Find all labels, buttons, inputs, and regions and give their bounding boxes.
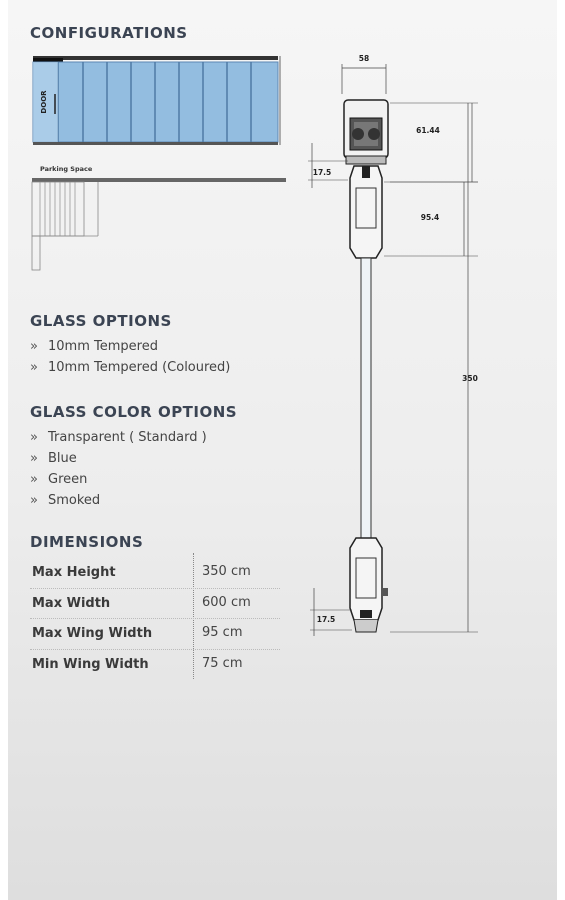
configuration-diagram [28, 52, 290, 277]
parking-space-label: Parking Space [40, 165, 93, 173]
chevron-right-icon: » [30, 493, 38, 508]
left-frame-border [0, 0, 8, 900]
middle-dim-label: 95.4 [420, 213, 440, 222]
glass-panels [33, 62, 278, 142]
lower-profile [350, 538, 388, 632]
top-carrier [344, 100, 388, 164]
dimension-label: Max Width [32, 595, 111, 611]
table-row [30, 558, 280, 589]
dimension-value: 75 cm [202, 655, 243, 671]
config-track-end [33, 58, 63, 62]
list-item [30, 448, 207, 469]
bottom-dim-label: 17.5 [316, 615, 336, 624]
list-item [30, 357, 230, 378]
glass-color-options-list [30, 427, 207, 511]
glass-options-title: GLASS OPTIONS [30, 312, 172, 330]
config-top-track [33, 56, 278, 60]
left-top-dim-label: 17.5 [312, 168, 332, 177]
color-option-label: Blue [48, 451, 77, 466]
table-row [30, 650, 280, 681]
list-item [30, 490, 207, 511]
chevron-right-icon: » [30, 339, 38, 354]
glass-option-label: 10mm Tempered (Coloured) [48, 360, 231, 375]
list-item [30, 336, 230, 357]
dimension-label: Max Wing Width [32, 626, 153, 641]
door-label: DOOR [40, 90, 48, 114]
dimension-value: 350 cm [202, 564, 251, 579]
chevron-right-icon: » [30, 360, 38, 375]
glass-pane-section [361, 258, 371, 538]
dimensions-title: DIMENSIONS [30, 533, 144, 551]
parking-track [32, 178, 286, 182]
right-frame-border [557, 0, 565, 900]
config-bottom-track [33, 142, 278, 145]
dimension-value: 600 cm [202, 594, 251, 610]
glass-options-list [30, 336, 230, 378]
list-item [30, 427, 207, 448]
table-row [30, 619, 280, 650]
profile-section-drawing [300, 48, 500, 648]
table-row [30, 589, 280, 620]
width-label: 58 [358, 54, 370, 63]
dimension-value: 95 cm [202, 625, 243, 640]
upper-profile [350, 166, 382, 258]
top-dim-label: 61.44 [416, 126, 440, 135]
dimension-label: Min Wing Width [32, 656, 149, 672]
parking-stack [32, 182, 98, 270]
color-option-label: Smoked [48, 493, 101, 508]
glass-option-label: 10mm Tempered [48, 339, 158, 354]
chevron-right-icon: » [30, 451, 38, 466]
dimensions-table [30, 558, 280, 680]
chevron-right-icon: » [30, 472, 38, 487]
dimension-label: Max Height [32, 565, 116, 580]
list-item [30, 469, 207, 490]
color-option-label: Transparent ( Standard ) [48, 430, 207, 445]
height-dim-label: 350 [462, 374, 478, 383]
configurations-title: CONFIGURATIONS [30, 24, 188, 42]
chevron-right-icon: » [30, 430, 38, 445]
glass-color-options-title: GLASS COLOR OPTIONS [30, 403, 238, 421]
color-option-label: Green [48, 472, 88, 487]
